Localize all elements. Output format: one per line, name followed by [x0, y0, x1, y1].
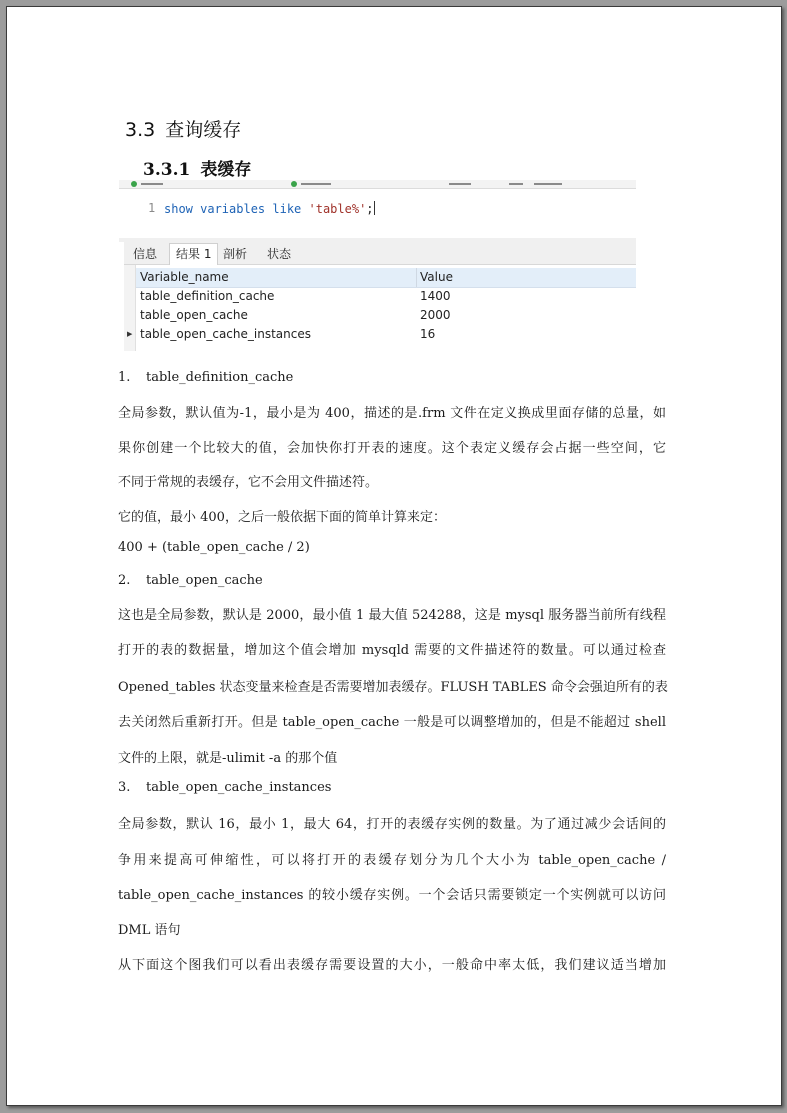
- result-tabs: [124, 242, 636, 265]
- list-label: table_definition_cache: [146, 370, 294, 385]
- toolbar-fragment: [141, 183, 163, 185]
- paragraph-line: 打开的表的数据量，增加这个值会增加 mysqld 需要的文件描述符的数量。可以通过检查: [118, 643, 666, 658]
- paragraph-line: 去关闭然后重新打开。但是 table_open_cache 一般是可以调整增加的，但是不能超过 shell: [118, 715, 666, 730]
- paragraph-line: 全局参数，默认值为-1，最小是为 400，描述的是.frm 文件在定义换成里面存储的总量，如: [118, 406, 666, 421]
- text-caret: [374, 201, 375, 215]
- paragraph-line: 不同于常规的表缓存，它不会用文件描述符。: [118, 475, 379, 490]
- cell-value: 1400: [420, 289, 451, 303]
- list-label: table_open_cache_instances: [146, 780, 332, 795]
- subsection-title: 表缓存: [200, 160, 252, 180]
- toolbar-fragment: [509, 183, 523, 185]
- result-grid: [124, 265, 636, 351]
- subsection-number: 3.3.1: [143, 160, 191, 180]
- document-page: [6, 6, 782, 1106]
- row-gutter: [124, 265, 136, 351]
- grid-header-row: [136, 268, 636, 288]
- column-separator: [416, 268, 417, 287]
- column-header-variable-name[interactable]: Variable_name: [140, 270, 229, 284]
- toolbar-fragment: [534, 183, 562, 185]
- subsection-heading: [143, 155, 251, 180]
- sql-editor[interactable]: [124, 190, 636, 239]
- paragraph-line: table_open_cache_instances 的较小缓存实例。一个会话只需要锁定一个实例就可以访问: [118, 888, 666, 903]
- toolbar-fragment: [301, 183, 331, 185]
- toolbar-strip: [119, 180, 636, 189]
- cell-variable-name: table_open_cache: [140, 308, 248, 322]
- table-row[interactable]: [136, 287, 636, 306]
- paragraph-line: Opened_tables 状态变量来检查是否需要增加表缓存。FLUSH TABLES 命令会强迫所有的表: [118, 680, 668, 695]
- paragraph-line: 它的值，最小 400，之后一般依据下面的简单计算来定：: [118, 510, 446, 525]
- sql-string: 'table%': [308, 202, 367, 216]
- paragraph-line: 文件的上限，就是-ulimit -a 的那个值: [118, 751, 338, 766]
- current-row-arrow-icon: ▶: [127, 330, 133, 338]
- sql-end: ;: [366, 202, 374, 216]
- list-number: 1.: [118, 370, 131, 385]
- list-item-2: [118, 573, 666, 588]
- paragraph-line: 果你创建一个比较大的值，会加快你打开表的速度。这个表定义缓存会占据一些空间，它: [118, 441, 666, 456]
- cell-value: 16: [420, 327, 436, 341]
- table-row[interactable]: [136, 325, 636, 344]
- section-heading: [125, 115, 241, 142]
- list-number: 2.: [118, 573, 131, 588]
- cell-variable-name: table_definition_cache: [140, 289, 275, 303]
- tab-status[interactable]: 状态: [267, 247, 292, 261]
- tab-info[interactable]: 信息: [133, 247, 158, 261]
- run-icon: [131, 181, 137, 187]
- tab-result-1[interactable]: 结果 1: [169, 243, 218, 265]
- table-row[interactable]: [136, 306, 636, 325]
- sql-keyword: show variables like: [164, 202, 309, 216]
- embedded-query-screenshot: [119, 180, 636, 351]
- toolbar-fragment: [449, 183, 471, 185]
- list-item-1: [118, 370, 666, 385]
- section-number: 3.3: [125, 119, 156, 141]
- cell-value: 2000: [420, 308, 451, 322]
- paragraph-line: 从下面这个图我们可以看出表缓存需要设置的大小，一般命中率太低，我们建议适当增加: [118, 958, 666, 973]
- paragraph-line: 全局参数，默认 16，最小 1，最大 64，打开的表缓存实例的数量。为了通过减少会话间的: [118, 817, 666, 832]
- sql-code: [164, 201, 375, 216]
- list-item-3: [118, 780, 666, 795]
- list-number: 3.: [118, 780, 131, 795]
- paragraph-line: DML 语句: [118, 923, 181, 938]
- cell-variable-name: table_open_cache_instances: [140, 327, 311, 341]
- tab-profile[interactable]: 剖析: [223, 247, 248, 261]
- list-label: table_open_cache: [146, 573, 263, 588]
- section-title: 查询缓存: [165, 119, 242, 141]
- formula-line: 400 + (table_open_cache / 2): [118, 540, 310, 555]
- column-header-value[interactable]: Value: [420, 270, 453, 284]
- stop-icon: [291, 181, 297, 187]
- paragraph-line: 争用来提高可伸缩性，可以将打开的表缓存划分为几个大小为 table_open_cache /: [118, 853, 666, 868]
- paragraph-line: 这也是全局参数，默认是 2000，最小值 1 最大值 524288，这是 mysql 服务器当前所有线程: [118, 608, 666, 623]
- line-number: 1: [148, 201, 156, 215]
